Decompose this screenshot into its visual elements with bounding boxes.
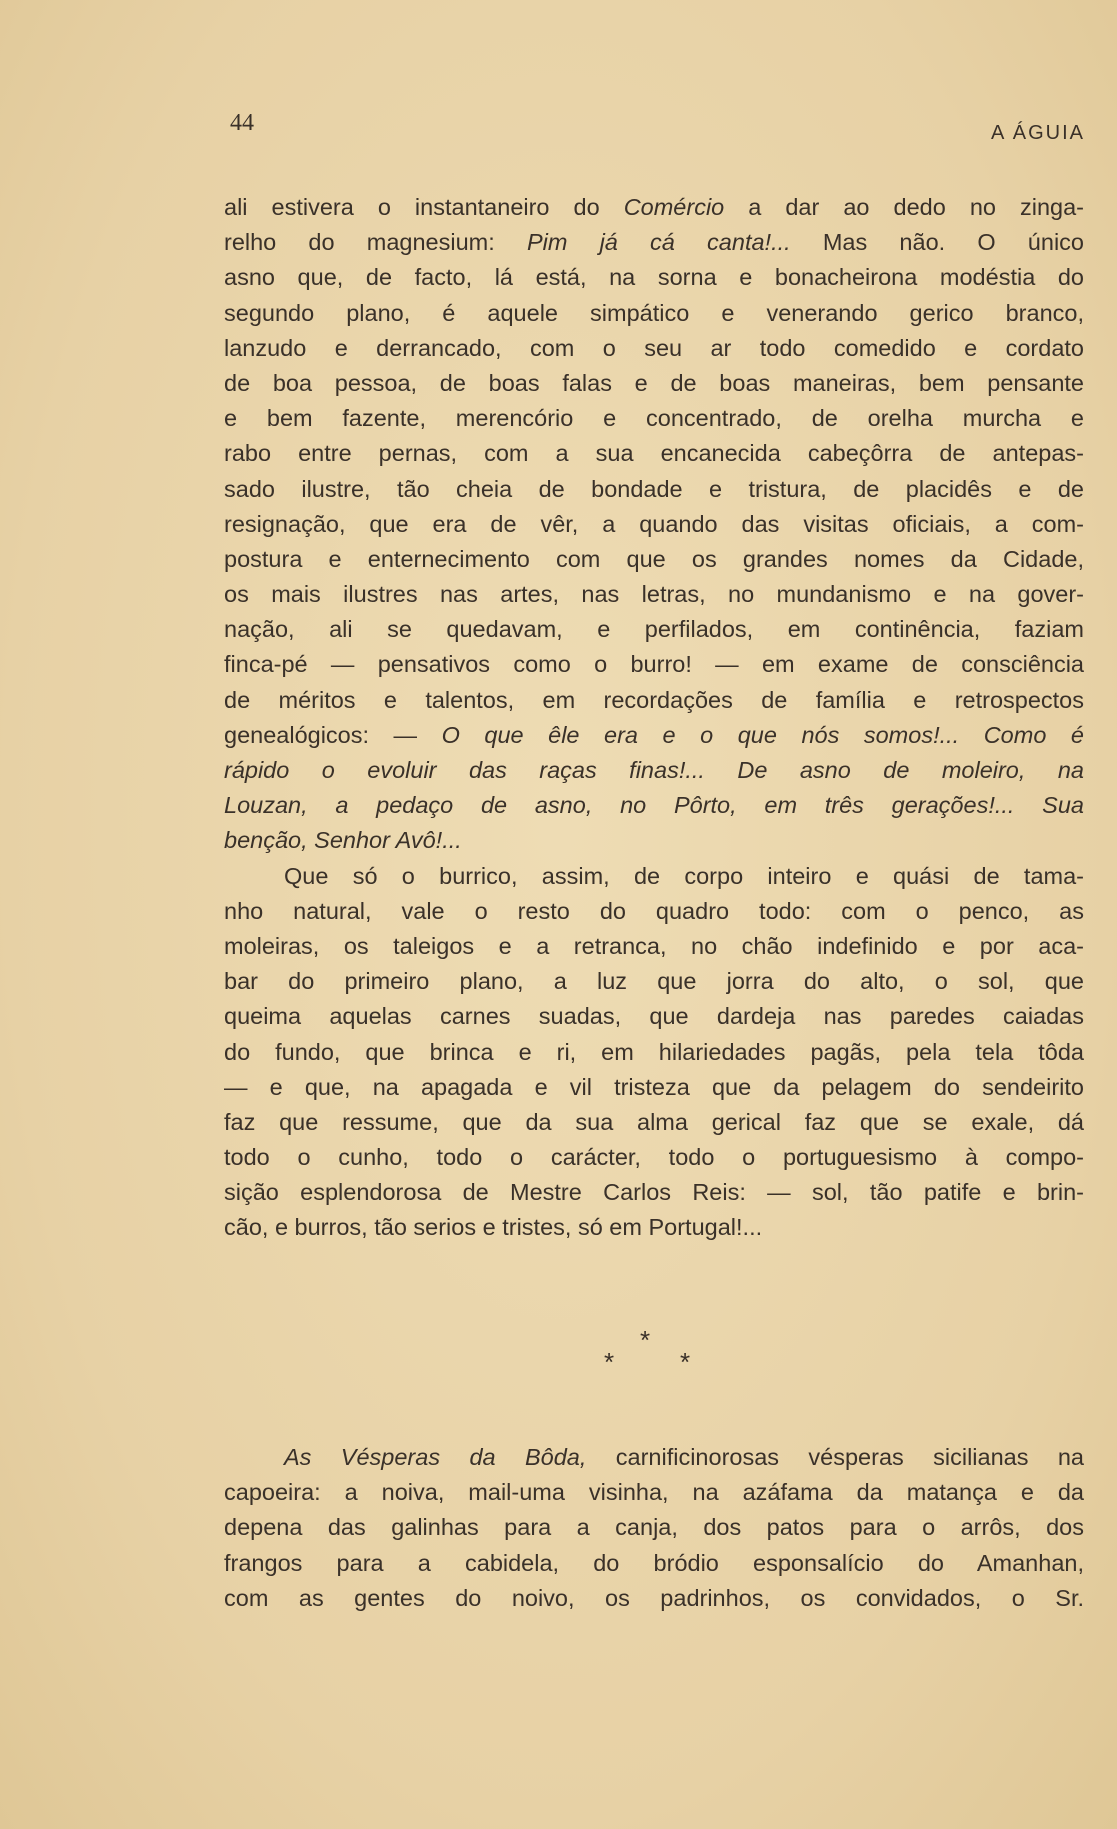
text-run: e bem fazente, merencório e concentrado, de orelha murcha e	[224, 405, 1084, 432]
text-line	[224, 1510, 1084, 1545]
text-run: todo o cunho, todo o carácter, todo o portuguesismo à compo-	[224, 1144, 1084, 1171]
text-line	[224, 894, 1084, 929]
text-line	[224, 507, 1084, 542]
italic-text: O que êle era e o que nós somos!... Como é	[441, 721, 1084, 748]
text-run: — e que, na apagada e vil tristeza que da pelagem do sendeirito	[224, 1073, 1084, 1100]
text-run: postura e enternecimento com que os grandes nomes da Cidade,	[224, 545, 1084, 572]
page-number: 44	[230, 110, 254, 136]
text-line	[224, 859, 1084, 894]
text-run: capoeira: a noiva, mail-uma visinha, na azáfama da matança e da	[224, 1479, 1084, 1506]
text-line	[224, 753, 1084, 788]
text-line	[224, 1210, 1084, 1245]
asterisk: *	[604, 1347, 615, 1377]
text-line	[224, 1070, 1084, 1105]
text-run: segundo plano, é aquele simpático e venerando gerico branco,	[224, 299, 1084, 326]
italic-text: rápido o evoluir das raças finas!... De asno de moleiro, na	[224, 757, 1084, 783]
asterisk: *	[640, 1325, 651, 1355]
text-run: de méritos e talentos, em recordações de família e retrospectos	[224, 686, 1084, 713]
text-line	[224, 542, 1084, 577]
text-line	[224, 823, 1084, 858]
text-line	[224, 1175, 1084, 1210]
text-run: genealógicos: —	[224, 721, 442, 748]
text-run: Mas não. O único	[790, 229, 1084, 256]
text-run: do fundo, que brinca e ri, em hilariedades pagãs, pela tela tôda	[224, 1038, 1084, 1065]
section-break-asterism	[600, 1325, 700, 1385]
italic-text: Pim já cá canta!...	[526, 229, 791, 256]
text-run: Que só o burrico, assim, de corpo inteiro e quási de tama-	[284, 862, 1084, 889]
text-run: faz que ressume, que da sua alma gerical faz que se exale, dá	[224, 1108, 1084, 1135]
article-body	[224, 190, 1084, 1246]
text-line	[224, 190, 1084, 225]
text-line	[224, 964, 1084, 999]
text-line	[224, 366, 1084, 401]
running-title: A ÁGUIA	[990, 122, 1085, 144]
text-run: sição esplendorosa de Mestre Carlos Reis: — sol, tão patife e brin-	[224, 1179, 1084, 1206]
paragraph-2	[224, 859, 1084, 1246]
asterisk: *	[680, 1347, 691, 1377]
text-line	[224, 472, 1084, 507]
text-run: a dar ao dedo no zinga-	[724, 194, 1084, 220]
text-line	[224, 1475, 1084, 1510]
text-run: sado ilustre, tão cheia de bondade e tristura, de placidês e de	[224, 475, 1084, 502]
paragraph-3	[224, 1440, 1084, 1616]
text-line	[224, 331, 1084, 366]
text-line	[224, 718, 1084, 753]
page-header	[230, 110, 1085, 150]
text-line	[224, 612, 1084, 647]
text-run: carnificinorosas vésperas sicilianas na	[586, 1444, 1084, 1470]
text-run: moleiras, os taleigos e a retranca, no chão indefinido e por aca-	[224, 932, 1084, 959]
text-line	[224, 1035, 1084, 1070]
italic-text: Comércio	[623, 194, 725, 220]
text-run: os mais ilustres nas artes, nas letras, no mundanismo e na gover-	[224, 581, 1084, 608]
text-run: finca-pé — pensativos como o burro! — em exame de consciência	[224, 651, 1084, 678]
text-run: bar do primeiro plano, a luz que jorra do alto, o sol, que	[224, 968, 1084, 995]
text-run: relho do magnesium:	[224, 229, 527, 256]
text-run: nação, ali se quedavam, e perfilados, em continência, faziam	[224, 616, 1084, 643]
text-line	[224, 577, 1084, 612]
text-run: depena das galinhas para a canja, dos patos para o arrôs, dos	[224, 1514, 1084, 1541]
text-line	[224, 1581, 1084, 1616]
text-line	[224, 1546, 1084, 1581]
text-line	[224, 683, 1084, 718]
paragraph-1	[224, 190, 1084, 859]
text-line	[224, 436, 1084, 471]
text-line	[224, 1440, 1084, 1475]
italic-text: As Vésperas da Bôda,	[284, 1444, 587, 1470]
text-run: frangos para a cabidela, do bródio esponsalício do Amanhan,	[224, 1549, 1084, 1576]
text-line	[224, 225, 1084, 260]
article-body-continued	[224, 1440, 1084, 1616]
text-line	[224, 260, 1084, 295]
text-run: nho natural, vale o resto do quadro todo: com o penco, as	[224, 897, 1084, 924]
text-run: com as gentes do noivo, os padrinhos, os convidados, o Sr.	[224, 1584, 1084, 1611]
text-line	[224, 999, 1084, 1034]
text-line	[224, 929, 1084, 964]
text-line	[224, 401, 1084, 436]
text-line	[224, 296, 1084, 331]
italic-text: benção, Senhor Avô!...	[224, 827, 462, 854]
text-run: asno que, de facto, lá está, na sorna e bonacheirona modéstia do	[224, 264, 1084, 291]
italic-text: Louzan, a pedaço de asno, no Pôrto, em três gerações!... Sua	[224, 792, 1084, 819]
text-run: rabo entre pernas, com a sua encanecida cabeçôrra de antepas-	[224, 440, 1084, 467]
text-run: ali estivera o instantaneiro do	[224, 194, 624, 220]
text-run: lanzudo e derrancado, com o seu ar todo comedido e cordato	[224, 334, 1084, 361]
text-line	[224, 1140, 1084, 1175]
text-line	[224, 1105, 1084, 1140]
text-run: cão, e burros, tão serios e tristes, só em Portugal!...	[224, 1214, 763, 1241]
text-run: de boa pessoa, de boas falas e de boas maneiras, bem pensante	[224, 369, 1084, 396]
text-line	[224, 647, 1084, 682]
text-run: queima aquelas carnes suadas, que dardeja nas paredes caiadas	[224, 1003, 1084, 1030]
text-line	[224, 788, 1084, 823]
text-run: resignação, que era de vêr, a quando das visitas oficiais, a com-	[224, 510, 1084, 537]
